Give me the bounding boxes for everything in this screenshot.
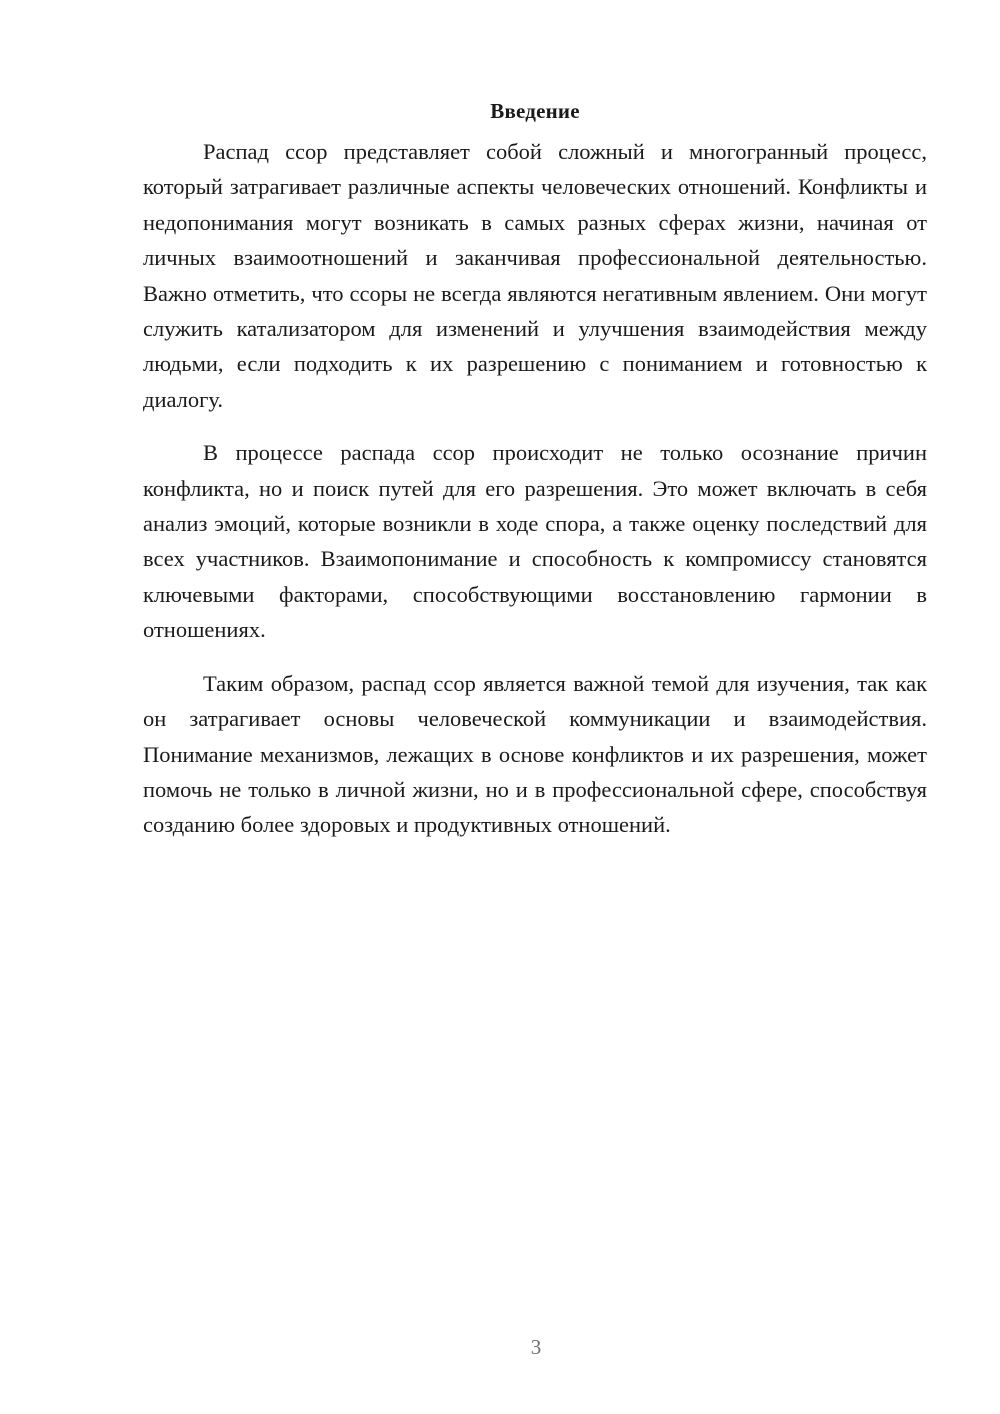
section-heading: Введение xyxy=(490,99,580,123)
paragraph-1: Распад ссор представляет собой сложный и многогранный процесс, который затрагивает различные аспекты человеческих отношений. Конфликты и недопонимания могут возникать в самых разных сферах жизни, начиная от личных взаимоотношений и заканчивая профессиональной деятельностью. Важно отметить, что ссоры не всегда являются негативным явлением. Они могут служить катализатором для изменений и улучшения взаимодействия между людьми, если подходить к их разрешению с пониманием и готовностью к диалогу. xyxy=(143,139,927,412)
paragraph-3: Таким образом, распад ссор является важной темой для изучения, так как он затрагивает основы человеческой коммуникации и взаимодействия. Понимание механизмов, лежащих в основе конфликтов и их разрешения, может помочь не только в личной жизни, но и в профессиональной сфере, способствуя созданию более здоровых и продуктивных отношений. xyxy=(143,670,927,838)
paragraph-2: В процессе распада ссор происходит не только осознание причин конфликта, но и поиск путей для его разрешения. Это может включать в себя анализ эмоций, которые возникли в ходе спора, а также оценку последствий для всех участников. Взаимопонимание и способность к компромиссу становятся ключевыми факторами, способствующими восстановлению гармонии в отношениях. xyxy=(143,440,927,643)
page-content xyxy=(143,96,927,861)
page-number: 3 xyxy=(530,1335,542,1359)
